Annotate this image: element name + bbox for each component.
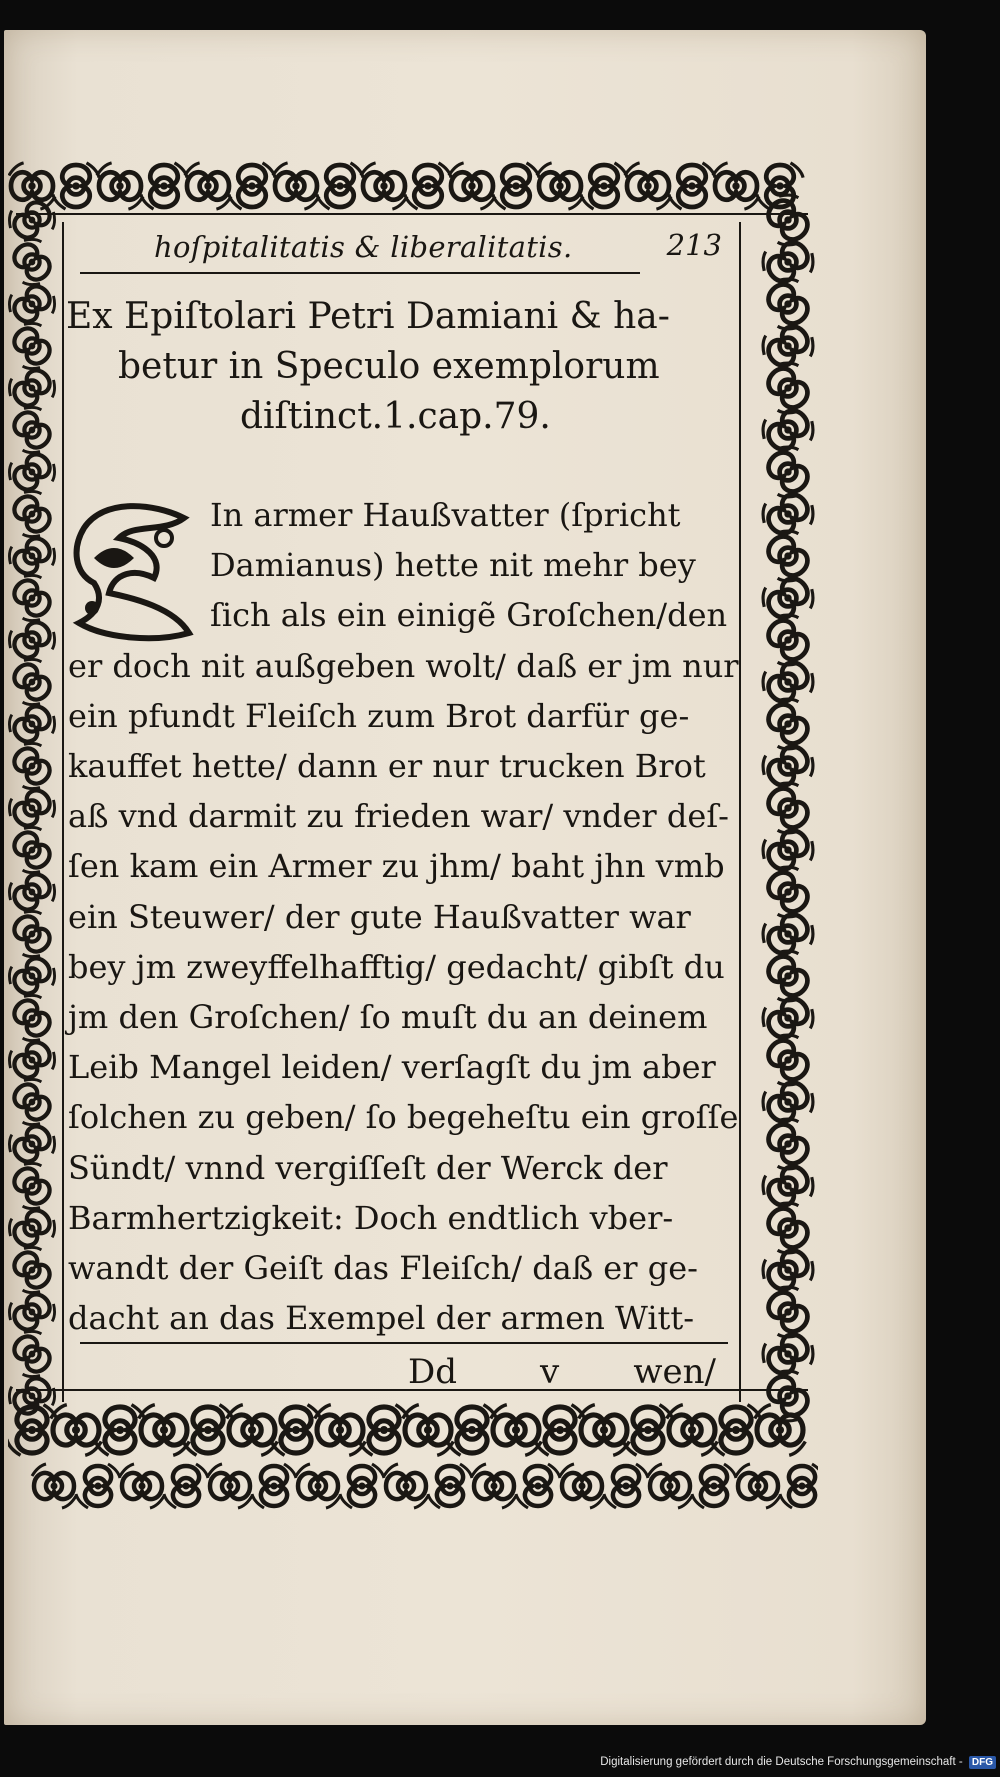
text-line: ſen kam ein Armer zu jhm/ baht jhn vmb xyxy=(68,847,725,886)
heading-line: diſtinct.1.cap.79. xyxy=(240,396,551,437)
text-line: Sündt/ vnnd vergiſſeſt der Werck der xyxy=(68,1148,668,1187)
credit-text: Digitalisierung gefördert durch die Deutsche Forschungsgemeinschaft - xyxy=(600,1756,963,1768)
text-line: bey jm zweyffelhafftig/ gedacht/ gibſt du xyxy=(68,947,725,986)
signature-mark: Dd xyxy=(408,1352,458,1392)
text-line: dacht an das Exempel der armen Witt- xyxy=(68,1299,695,1338)
text-line: Leib Mangel leiden/ verſagſt du jm aber xyxy=(68,1048,716,1087)
body-text xyxy=(68,490,739,1343)
running-head xyxy=(66,222,736,272)
heading-line: betur in Speculo exemplorum xyxy=(118,346,660,387)
text-line: ſich als ein einigẽ Groſchen/den xyxy=(210,596,728,635)
catchline xyxy=(70,1352,730,1402)
digitization-credit xyxy=(600,1756,996,1769)
text-line: Damianus) hette nit mehr bey xyxy=(210,546,696,585)
heading-line: Ex Epiſtolari Petri Damiani & ha- xyxy=(66,296,670,337)
catch-rule xyxy=(80,1342,728,1344)
catchword: wen/ xyxy=(633,1352,716,1392)
section-heading xyxy=(66,292,732,442)
text-line: Barmhertzigkeit: Doch endtlich vber- xyxy=(68,1198,674,1237)
text-line: jm den Groſchen/ ſo muſt du an deinem xyxy=(68,998,708,1037)
text-line: In armer Haußvatter (ſpricht xyxy=(210,496,681,534)
dfg-logo: DFG xyxy=(969,1756,996,1769)
text-line: wandt der Geiſt das Fleiſch/ daß er ge- xyxy=(68,1249,698,1288)
signature-number: v xyxy=(540,1352,560,1392)
text-line: aß vnd darmit zu frieden war/ vnder deſ- xyxy=(68,797,729,836)
text-line: er doch nit außgeben wolt/ daß er jm nur xyxy=(68,646,739,685)
running-head-title: hoſpitalitatis & liberalitatis. xyxy=(154,230,573,264)
text-line: ein pfundt Fleiſch zum Brot darfür ge- xyxy=(68,696,690,735)
page-number: 213 xyxy=(666,228,722,262)
head-rule xyxy=(80,272,640,274)
text-line: kauffet hette/ dann er nur trucken Brot xyxy=(68,747,706,786)
text-line: ein Steuwer/ der gute Haußvatter war xyxy=(68,897,691,936)
text-line: ſolchen zu geben/ ſo begeheſtu ein groſſe xyxy=(68,1098,739,1137)
